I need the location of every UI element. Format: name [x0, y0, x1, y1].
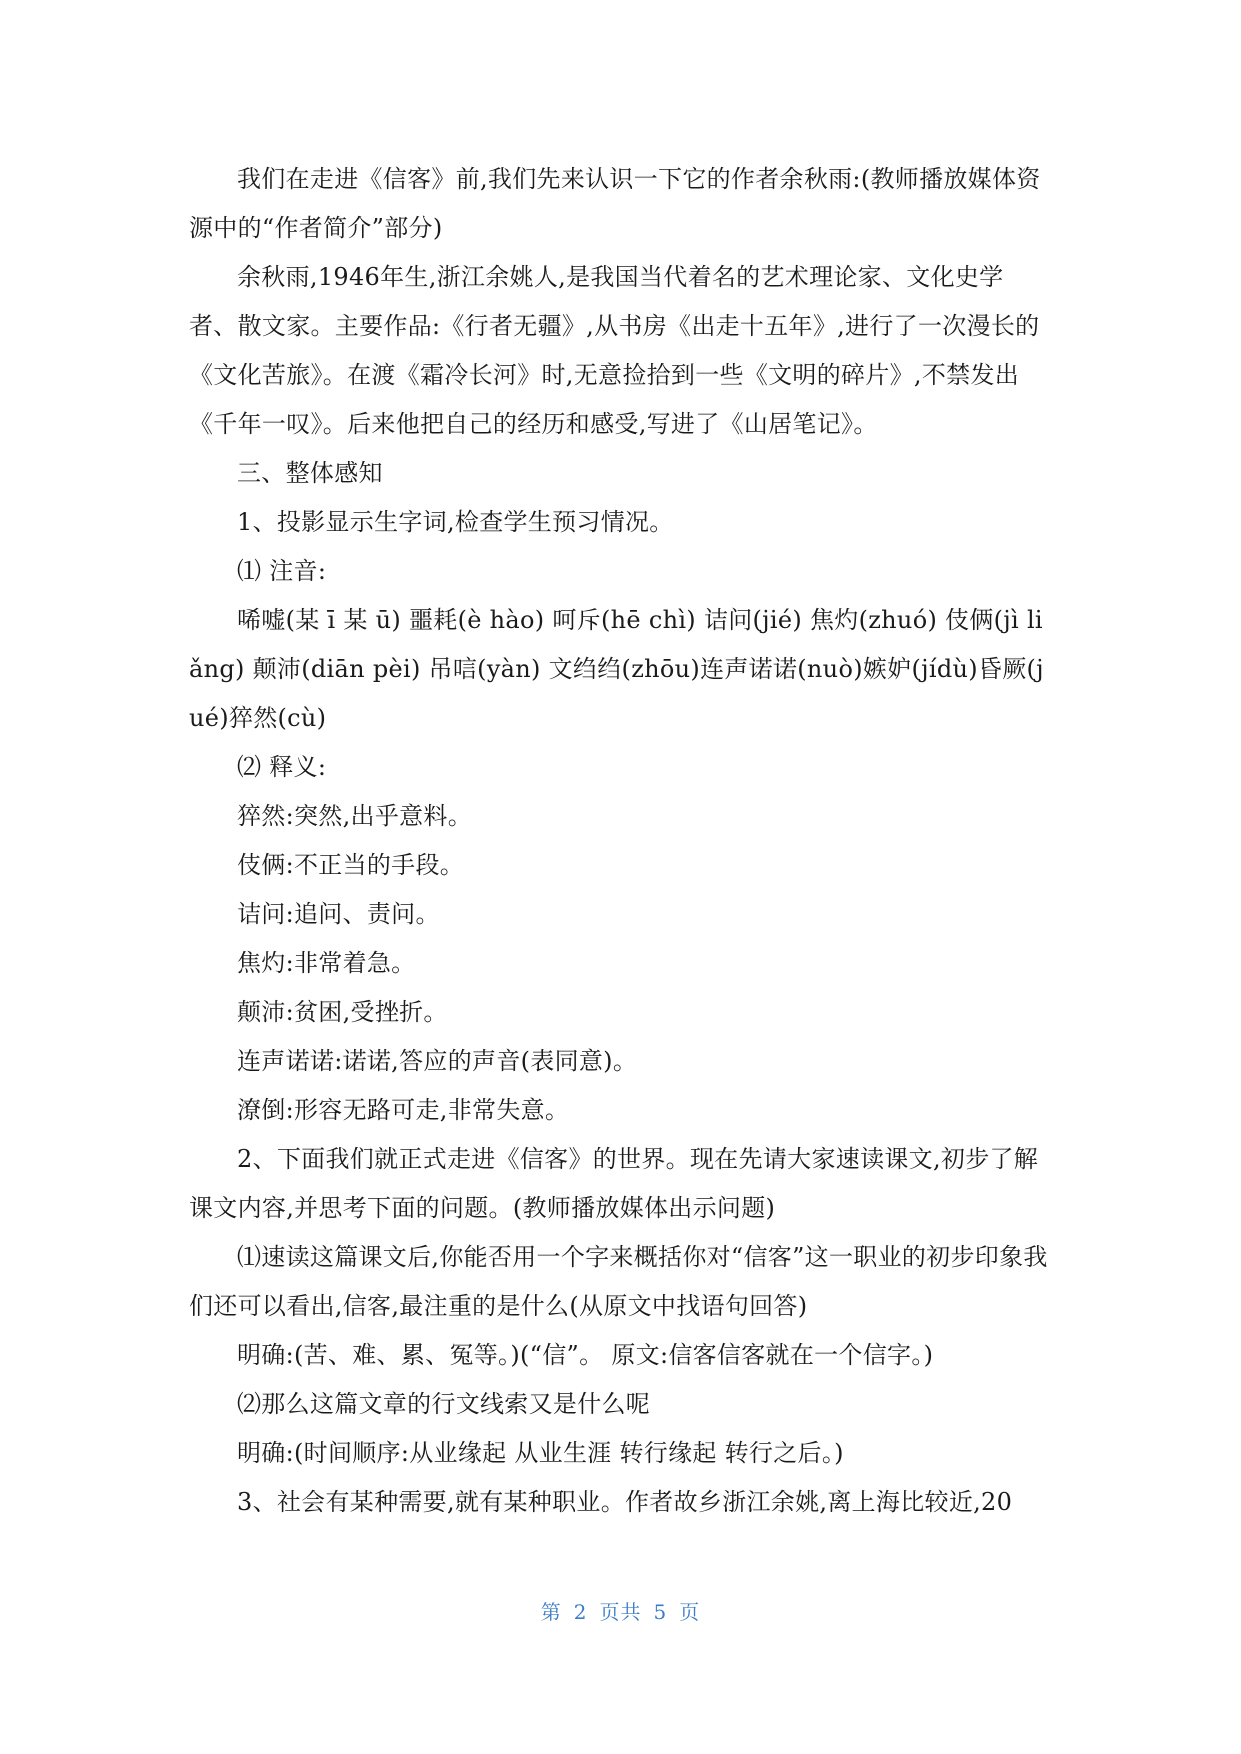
paragraph-author-bio: 余秋雨,1946年生,浙江余姚人,是我国当代着名的艺术理论家、文化史学者、散文家。主要作品:《行者无疆》,从书房《出走十五年》,进行了一次漫长的《文化苦旅》。在渡《霜冷长河》时,无意捡拾到一些《文明的碎片》,不禁发出《千年一叹》。后来他把自己的经历和感受,写进了《山居笔记》。 [189, 263, 1040, 438]
definition-item: 连声诺诺:诺诺,答应的声音(表同意)。 [237, 1047, 638, 1075]
definition-item: 猝然:突然,出乎意料。 [237, 802, 473, 830]
paragraph-author-intro: 我们在走进《信客》前,我们先来认识一下它的作者余秋雨:(教师播放媒体资源中的“作者简介”部分) [189, 165, 1041, 242]
definition-item: 潦倒:形容无路可走,非常失意。 [237, 1096, 570, 1124]
footer-prefix: 第 [540, 1600, 562, 1624]
footer-suffix: 页 [679, 1600, 701, 1624]
paragraph-answer-2: 明确:(时间顺序:从业缘起 从业生涯 转行缘起 转行之后。) [237, 1439, 844, 1467]
paragraph-step-1: 1、投影显示生字词,检查学生预习情况。 [237, 508, 674, 536]
subheading-definitions: ⑵ 释义: [237, 753, 327, 781]
definition-item: 焦灼:非常着急。 [237, 949, 416, 977]
paragraph-step-2: 2、下面我们就正式走进《信客》的世界。现在先请大家速读课文,初步了解课文内容,并思考下面的问题。(教师播放媒体出示问题) [189, 1145, 1039, 1222]
definition-item: 伎俩:不正当的手段。 [237, 851, 465, 879]
document-body [189, 155, 1049, 1527]
subheading-pronunciation: ⑴ 注音: [237, 557, 327, 585]
footer-total-pages: 5 [653, 1600, 668, 1624]
page-footer [0, 1596, 1241, 1625]
paragraph-question-1: ⑴速读这篇课文后,你能否用一个字来概括你对“信客”这一职业的初步印象我们还可以看出,信客,最注重的是什么(从原文中找语句回答) [189, 1243, 1048, 1320]
definition-item: 颠沛:贫困,受挫折。 [237, 998, 448, 1026]
paragraph-answer-1: 明确:(苦、难、累、冤等。)(“信”。 原文:信客信客就在一个信字。) [237, 1341, 934, 1369]
footer-middle: 页共 [599, 1600, 642, 1624]
paragraph-question-2: ⑵那么这篇文章的行文线索又是什么呢 [237, 1390, 651, 1418]
paragraph-step-3: 3、社会有某种需要,就有某种职业。作者故乡浙江余姚,离上海比较近,20 [237, 1488, 1013, 1516]
definition-item: 诘问:追问、责问。 [237, 900, 440, 928]
footer-current-page: 2 [573, 1600, 588, 1624]
section-heading-overall-perception: 三、整体感知 [237, 459, 383, 487]
paragraph-pronunciation-list: 唏嘘(某 ī 某 ū) 噩耗(è hào) 呵斥(hē chì) 诘问(jié) 焦灼(zhuó) 伎俩(jì liǎng) 颠沛(diān pèi) 吊唁(yàn) 文绉绉(zhōu)连声诺诺(nuò)嫉妒(jídù)昏厥(jué)猝然(cù) [189, 606, 1044, 732]
